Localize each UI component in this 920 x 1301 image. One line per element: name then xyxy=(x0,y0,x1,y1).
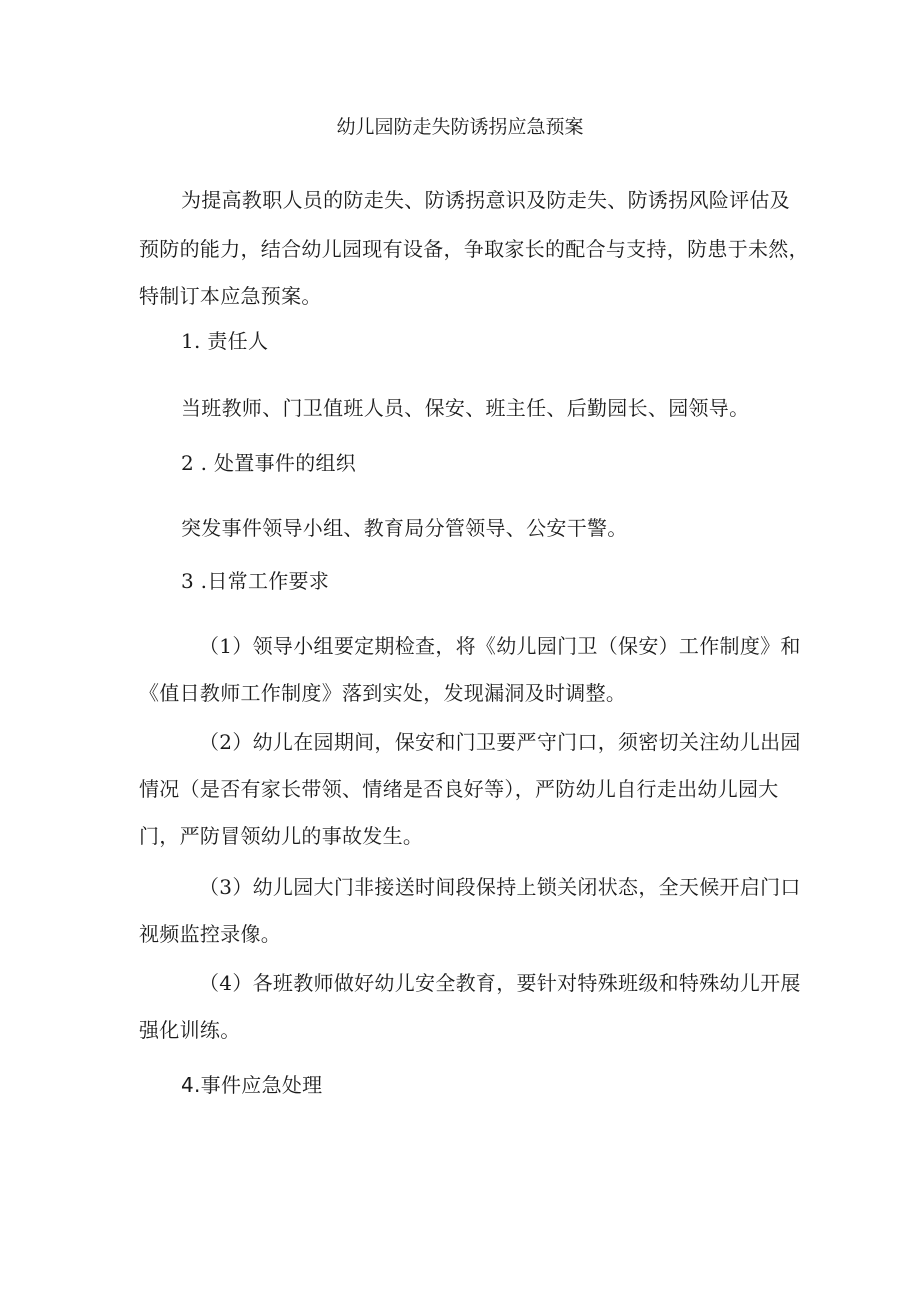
section-3-item-2-line-3: 门，严防冒领幼儿的事故发生。 xyxy=(139,824,424,848)
section-4-heading: 4.事件应急处理 xyxy=(181,1073,323,1097)
section-3-item-4-line-1: （4）各班教师做好幼儿安全教育，要针对特殊班级和特殊幼儿开展 xyxy=(199,971,801,995)
intro-line-3: 特制订本应急预案。 xyxy=(139,284,322,308)
section-3-item-1-line-1: （1）领导小组要定期检查，将《幼儿园门卫（保安）工作制度》和 xyxy=(199,634,801,658)
intro-line-1: 为提高教职人员的防走失、防诱拐意识及防走失、防诱拐风险评估及 xyxy=(181,188,790,212)
section-2-heading: 2 . 处置事件的组织 xyxy=(181,451,357,475)
section-1-body: 当班教师、门卫值班人员、保安、班主任、后勤园长、园领导。 xyxy=(181,396,750,420)
intro-line-2: 预防的能力，结合幼儿园现有设备，争取家长的配合与支持，防患于未然， xyxy=(139,237,809,261)
section-1-heading: 1. 责任人 xyxy=(181,329,269,353)
section-3-item-2-line-1: （2）幼儿在园期间，保安和门卫要严守门口，须密切关注幼儿出园 xyxy=(199,730,801,754)
section-3-item-1-line-2: 《值日教师工作制度》落到实处，发现漏洞及时调整。 xyxy=(139,681,627,705)
section-3-item-2-line-2: 情况（是否有家长带领、情绪是否良好等），严防幼儿自行走出幼儿园大 xyxy=(139,777,779,801)
section-3-item-4-line-2: 强化训练。 xyxy=(139,1018,241,1042)
section-3-item-3-line-1: （3）幼儿园大门非接送时间段保持上锁关闭状态，全天候开启门口 xyxy=(199,875,801,899)
section-3-item-3-line-2: 视频监控录像。 xyxy=(139,922,282,946)
document-title: 幼儿园防走失防诱拐应急预案 xyxy=(336,116,584,138)
section-2-body: 突发事件领导小组、教育局分管领导、公安干警。 xyxy=(181,516,628,540)
section-3-heading: 3 .日常工作要求 xyxy=(181,569,330,593)
